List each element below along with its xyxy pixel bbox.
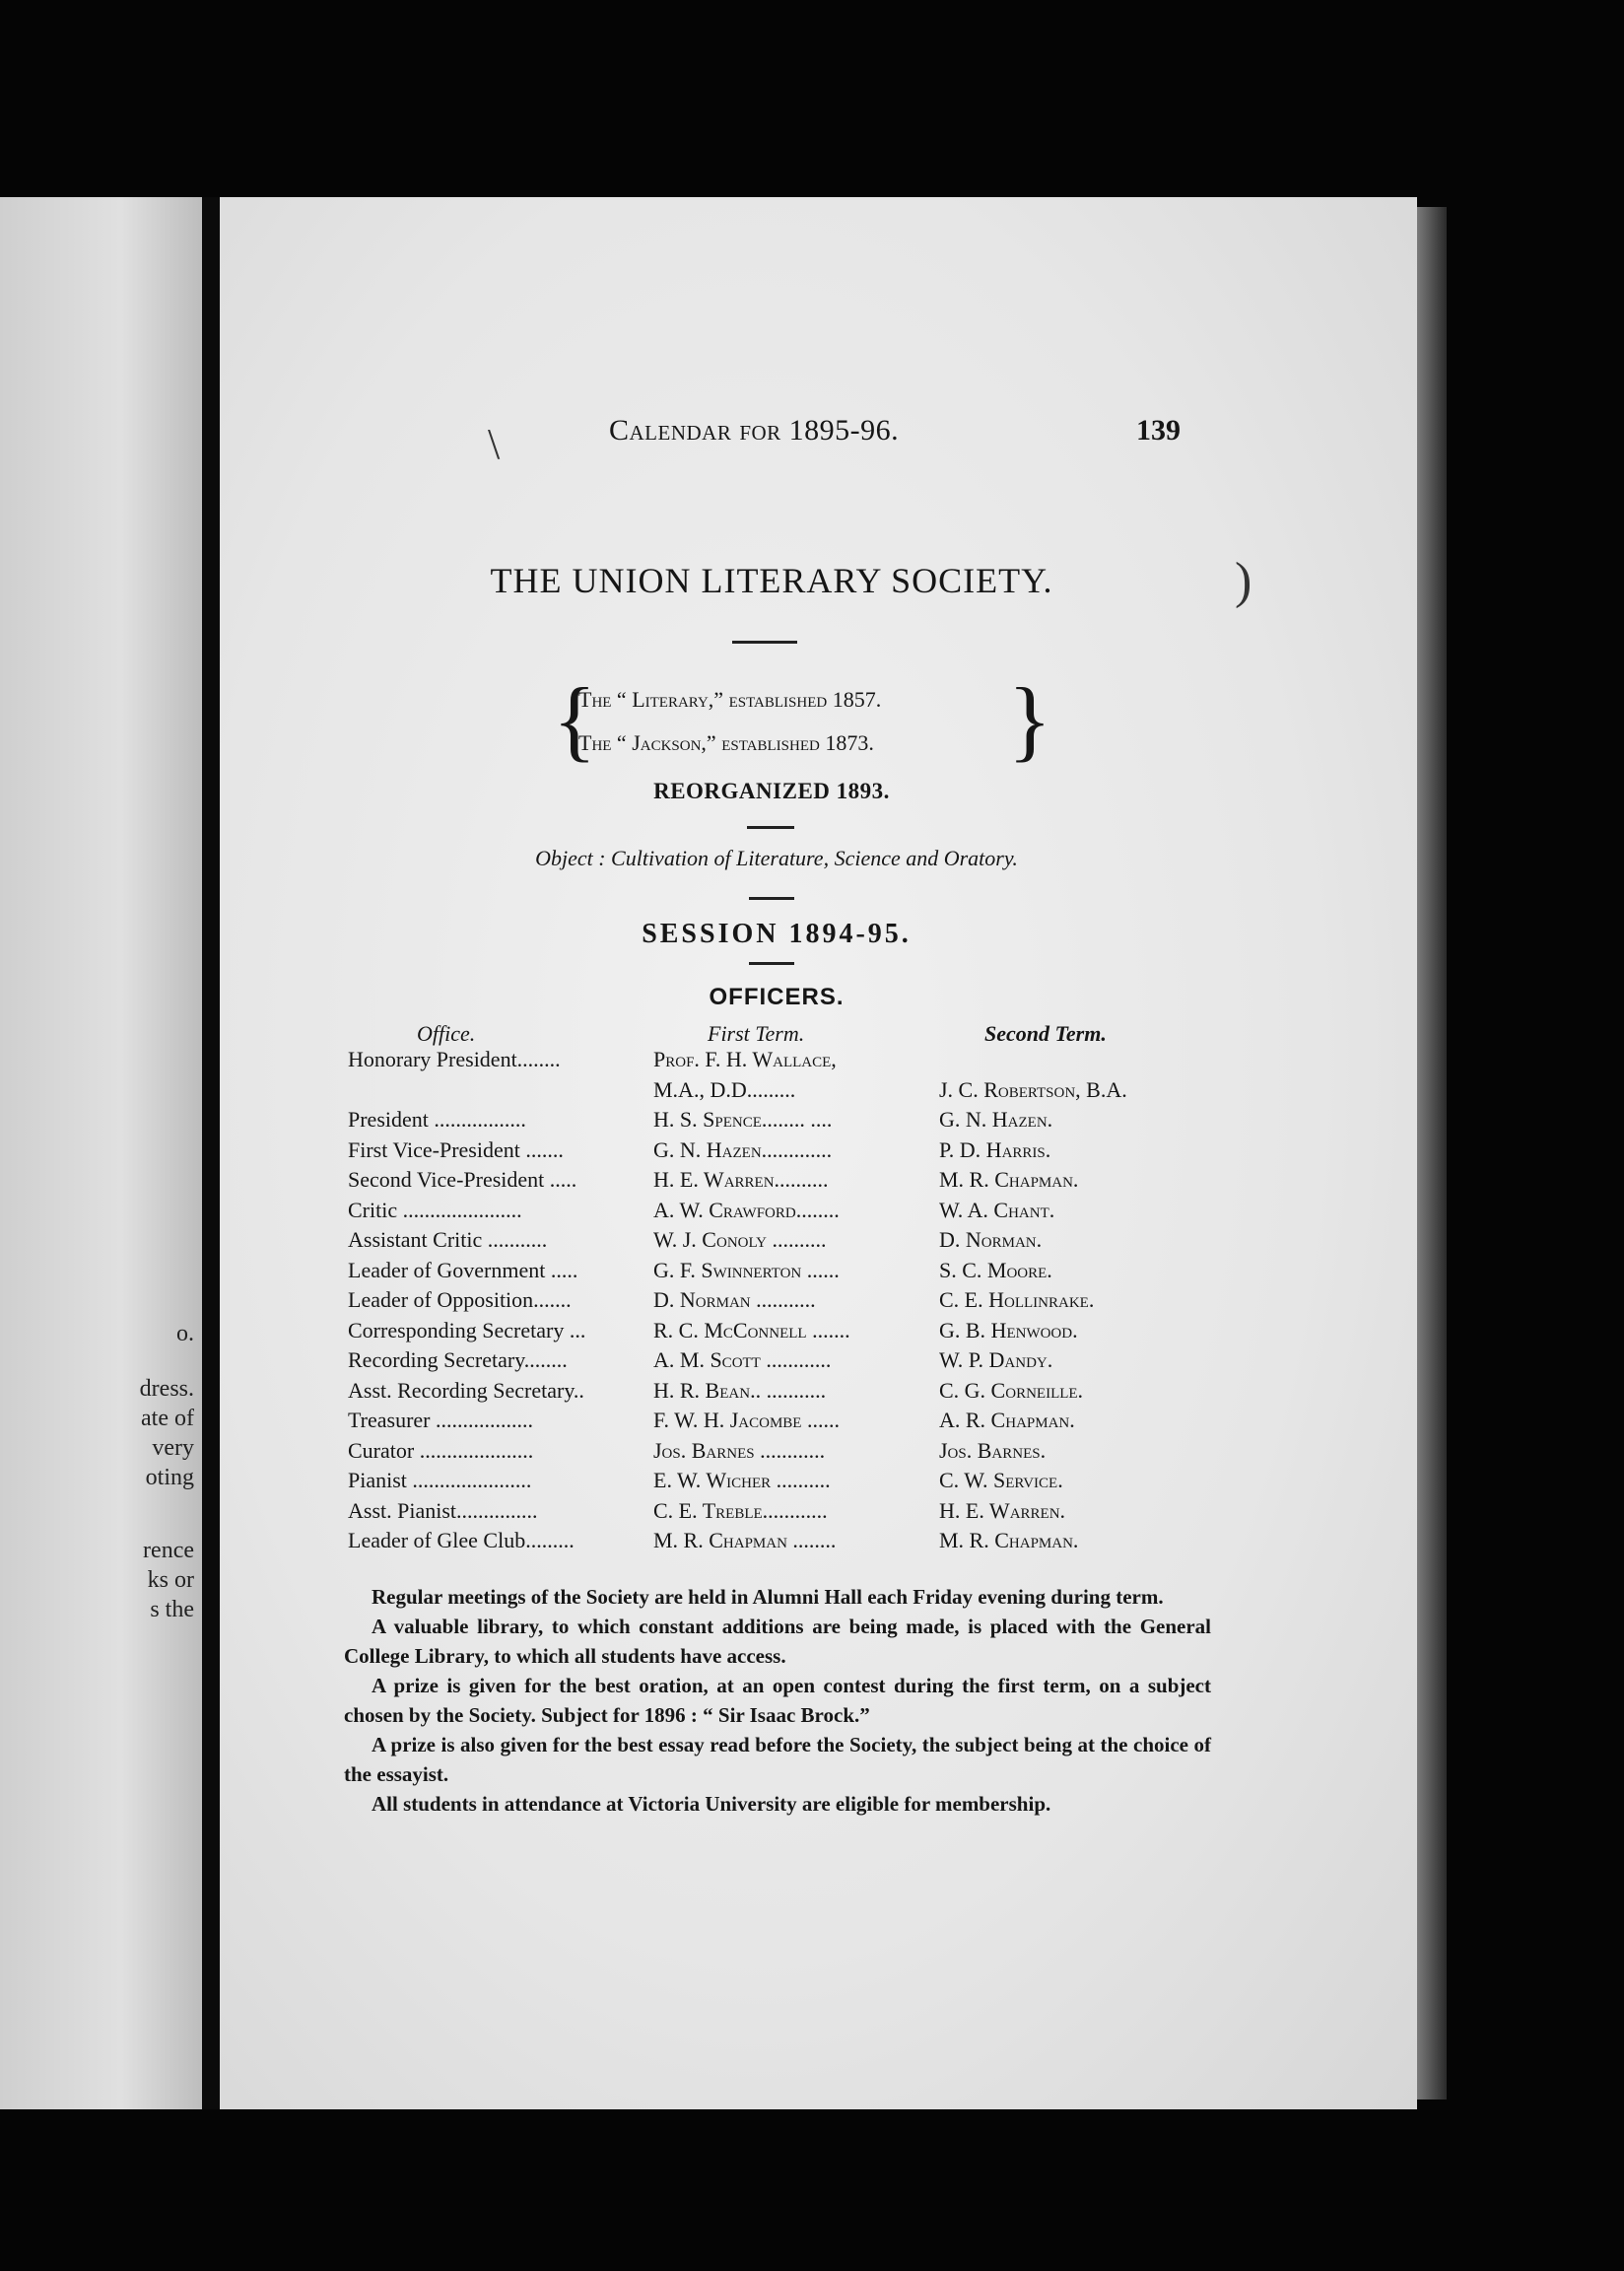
office-cell: Honorary President........: [348, 1047, 561, 1071]
established-line: The “ Literary,” established 1857.: [578, 687, 882, 712]
second-term-cell: H. E. Warren.: [939, 1497, 1066, 1523]
object-line: Object : Cultivation of Literature, Science and Oratory.: [535, 846, 1018, 870]
officers-table: [348, 1045, 1195, 1556]
first-term-cell: M. R. Chapman ........: [653, 1528, 837, 1552]
table-row: [348, 1345, 1195, 1376]
second-term-cell: Jos. Barnes.: [939, 1437, 1047, 1463]
left-brace: {: [553, 669, 597, 770]
second-term-cell: C. G. Corneille.: [939, 1377, 1084, 1403]
table-row: [348, 1045, 1195, 1075]
second-term-cell: D. Norman.: [939, 1227, 1043, 1252]
second-term-cell: S. C. Moore.: [939, 1257, 1052, 1282]
left-text-fragment: oting: [145, 1465, 194, 1490]
table-row: [348, 1406, 1195, 1436]
page-edge: [1417, 207, 1447, 2099]
office-cell: [348, 1075, 653, 1106]
second-term-cell: W. A. Chant.: [939, 1197, 1055, 1222]
left-text-fragment: dress.: [139, 1376, 194, 1402]
office-cell: Leader of Government .....: [348, 1257, 578, 1282]
divider: [747, 826, 794, 829]
second-term-cell: A. R. Chapman.: [939, 1408, 1075, 1432]
running-head-title: Calendar for 1895-96.: [609, 414, 900, 447]
table-row: [348, 1285, 1195, 1316]
second-term-cell: M. R. Chapman.: [939, 1167, 1079, 1192]
first-term-cell: H. S. Spence........ ....: [653, 1107, 833, 1132]
first-term-cell: W. J. Conoly ..........: [653, 1227, 827, 1252]
first-term-cell: G. F. Swinnerton ......: [653, 1257, 840, 1282]
first-term-cell: Prof. F. H. Wallace,: [653, 1047, 837, 1071]
second-term-cell: J. C. Robertson, B.A.: [939, 1076, 1127, 1102]
table-row: [348, 1075, 1195, 1106]
first-term-cell: F. W. H. Jacombe ......: [653, 1408, 840, 1432]
office-cell: Critic ......................: [348, 1197, 522, 1222]
divider: [749, 962, 794, 965]
column-header-first-term: First Term.: [708, 1021, 805, 1046]
document-page: [220, 197, 1417, 2109]
second-term-cell: G. N. Hazen.: [939, 1107, 1053, 1132]
table-row: [348, 1466, 1195, 1496]
office-cell: Leader of Glee Club.........: [348, 1528, 575, 1552]
second-term-cell: M. R. Chapman.: [939, 1528, 1079, 1552]
session-heading: SESSION 1894-95.: [642, 919, 912, 949]
table-row: [348, 1136, 1195, 1166]
left-text-fragment: ks or: [147, 1567, 194, 1593]
left-text-fragment: rence: [143, 1538, 194, 1563]
office-cell: Curator .....................: [348, 1437, 534, 1463]
second-term-cell: C. E. Hollinrake.: [939, 1287, 1095, 1312]
established-block: [553, 669, 1051, 770]
second-term-cell: P. D. Harris.: [939, 1136, 1051, 1162]
left-text-fragment: very: [152, 1435, 194, 1461]
divider: [749, 897, 794, 900]
table-row: [348, 1316, 1195, 1346]
table-row: [348, 1256, 1195, 1286]
first-term-cell: Jos. Barnes ............: [653, 1437, 826, 1463]
office-cell: Second Vice-President .....: [348, 1167, 577, 1192]
first-term-cell: A. W. Crawford........: [653, 1197, 840, 1222]
note-paragraph: A prize is also given for the best essay read before the Society, the subject being at the choice of the essayist.: [344, 1733, 1211, 1786]
table-row: [348, 1376, 1195, 1407]
left-text-fragment: s the: [150, 1597, 194, 1622]
office-cell: Leader of Opposition.......: [348, 1287, 572, 1312]
note-paragraph: A prize is given for the best oration, at an open contest during the first term, on a subject chosen by the Society. Subject for 1896 : “ Sir Isaac Brock.”: [344, 1674, 1211, 1727]
reorganized-line: REORGANIZED 1893.: [653, 779, 890, 803]
table-row: [348, 1436, 1195, 1467]
table-row: [348, 1196, 1195, 1226]
left-text-fragment: ate of: [141, 1406, 194, 1431]
table-row: [348, 1496, 1195, 1527]
divider: [732, 641, 797, 644]
right-brace: }: [1007, 669, 1051, 770]
column-header-office: Office.: [417, 1021, 476, 1046]
first-term-cell: G. N. Hazen.............: [653, 1136, 833, 1162]
table-row: [348, 1225, 1195, 1256]
table-row: [348, 1526, 1195, 1556]
office-cell: Asst. Pianist...............: [348, 1497, 538, 1523]
first-term-cell: H. R. Bean.. ...........: [653, 1377, 827, 1403]
established-line: The “ Jackson,” established 1873.: [578, 730, 874, 755]
note-paragraph: A valuable library, to which constant additions are being made, is placed with the General College Library, to which all students have access.: [344, 1615, 1211, 1668]
column-header-second-term: Second Term.: [984, 1021, 1107, 1046]
first-term-cell: D. Norman ...........: [653, 1287, 816, 1312]
office-cell: Pianist ......................: [348, 1468, 532, 1492]
first-term-cell: A. M. Scott ............: [653, 1347, 832, 1372]
pen-mark: ): [1235, 553, 1252, 609]
note-paragraph: Regular meetings of the Society are held in Alumni Hall each Friday evening during term.: [372, 1585, 1164, 1609]
left-page-fragment: [0, 197, 202, 2109]
second-term-cell: [939, 1045, 1195, 1075]
society-title: THE UNION LITERARY SOCIETY.: [490, 561, 1053, 600]
pen-mark: \: [488, 420, 501, 468]
second-term-cell: C. W. Service.: [939, 1468, 1063, 1492]
office-cell: Recording Secretary........: [348, 1347, 568, 1372]
second-term-cell: W. P. Dandy.: [939, 1347, 1053, 1372]
table-row: [348, 1105, 1195, 1136]
page-number: 139: [1136, 414, 1181, 447]
first-term-cell: H. E. Warren..........: [653, 1167, 829, 1192]
notes-section: [344, 1582, 1211, 1819]
book-gutter: [202, 197, 220, 2109]
first-term-cell: M.A., D.D.........: [653, 1076, 796, 1102]
office-cell: President .................: [348, 1107, 526, 1132]
office-cell: Corresponding Secretary ...: [348, 1317, 586, 1342]
first-term-cell: E. W. Wicher ..........: [653, 1468, 831, 1492]
second-term-cell: G. B. Henwood.: [939, 1317, 1078, 1342]
first-term-cell: C. E. Treble............: [653, 1497, 828, 1523]
officers-heading: OFFICERS.: [709, 984, 845, 1010]
office-cell: Asst. Recording Secretary..: [348, 1377, 584, 1403]
office-cell: Treasurer ..................: [348, 1408, 533, 1432]
note-paragraph: All students in attendance at Victoria University are eligible for membership.: [372, 1792, 1051, 1816]
first-term-cell: R. C. McConnell .......: [653, 1317, 850, 1342]
office-cell: First Vice-President .......: [348, 1136, 564, 1162]
office-cell: Assistant Critic ...........: [348, 1227, 548, 1252]
table-row: [348, 1165, 1195, 1196]
left-text-fragment: o.: [176, 1321, 194, 1346]
